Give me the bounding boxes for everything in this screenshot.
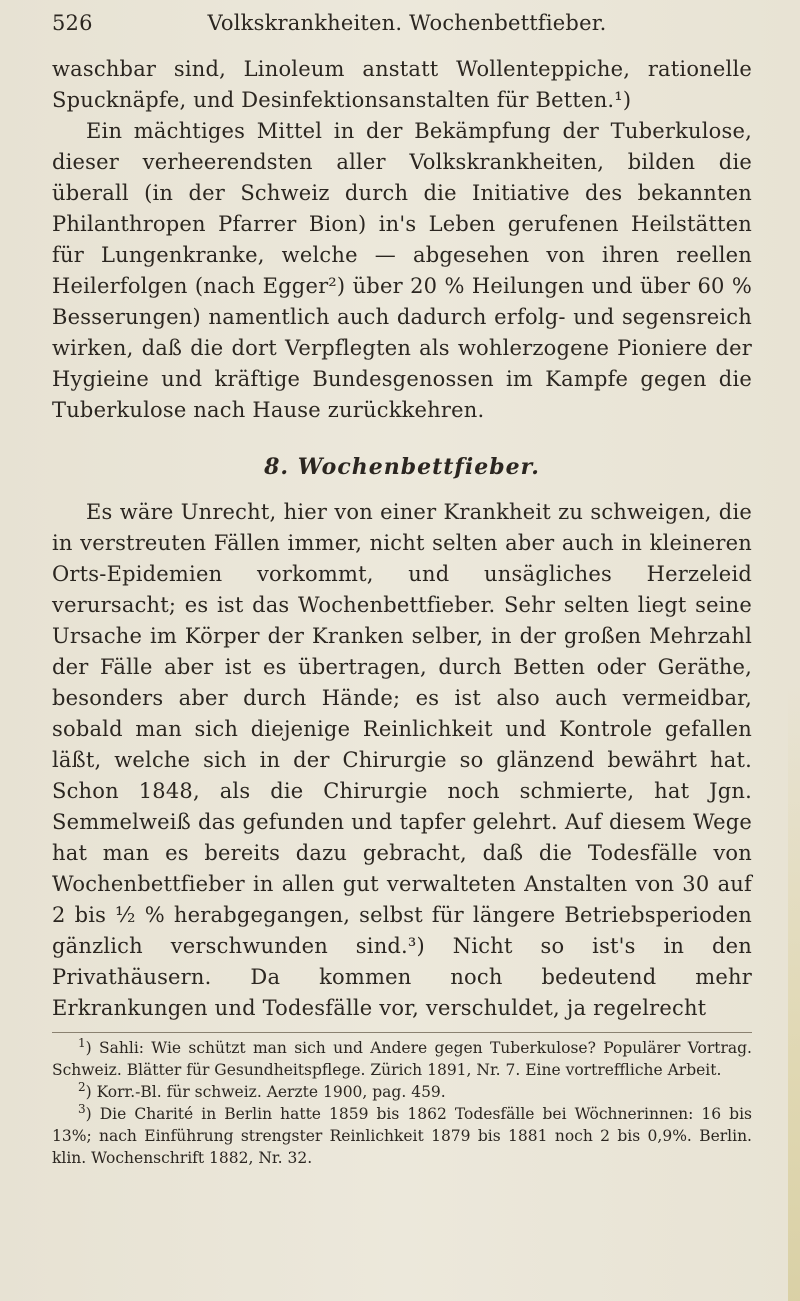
running-head	[52, 8, 752, 38]
paragraph-heilstaetten: Ein mächtiges Mittel in der Bekämpfung der Tuberkulose, dieser verheerendsten aller Volkskrankheiten, bilden die überall (in der Schweiz durch die Initiative des bekannten Philanthropen Pfarrer Bion) in's Leben gerufenen Heilstätten für Lungenkranke, welche — abgesehen von ihren reellen Heilerfolgen (nach Egger²) über 20 % Heilungen und über 60 % Besserungen) namentlich auch dadurch erfolg- und segensreich wirken, daß die dort Verpflegten als wohlerzogene Pioniere der Hygieine und kräftige Bundesgenossen im Kampfe gegen die Tuberkulose nach Hause zurückkehren.	[52, 119, 752, 422]
footnote-mark: 1	[78, 1035, 86, 1050]
paragraph-continuation: waschbar sind, Linoleum anstatt Wollenteppiche, rationelle Spucknäpfe, und Desinfektionsanstalten für Betten.¹)	[52, 57, 752, 112]
footnote-mark: 2	[78, 1079, 86, 1094]
footnote-mark: 3	[78, 1101, 86, 1116]
page-number: 526	[52, 11, 93, 35]
section-heading: 8. Wochenbettfieber.	[264, 454, 540, 480]
paragraph-wochenbettfieber: Es wäre Unrecht, hier von einer Krankheit zu schweigen, die in verstreuten Fällen immer, nicht selten aber auch in kleineren Orts-Epidemien vorkommt, und unsägliches Herzeleid verursacht; es ist das Wochenbettfieber. Sehr selten liegt seine Ursache im Körper der Kranken selber, in der großen Mehrzahl der Fälle aber ist es übertragen, durch Betten oder Geräthe, besonders aber durch Hände; es ist also auch vermeidbar, sobald man sich diejenige Reinlichkeit und Kontrole gefallen läßt, welche sich in der Chirurgie so glänzend bewährt hat. Schon 1848, als die Chirurgie noch schmierte, hat Jgn. Semmelweiß das gefunden und tapfer gelehrt. Auf diesem Wege hat man es bereits dazu gebracht, daß die Todesfälle von Wochenbettfieber in allen gut verwalteten Anstalten von 30 auf 2 bis ½ % herabgegangen, selbst für längere Betriebsperioden gänzlich verschwunden sind.³) Nicht so ist's in den Privathäusern. Da kommen noch bedeutend mehr Erkrankungen und Todesfälle vor, verschuldet, ja regelrecht	[52, 500, 752, 1020]
footnotes	[52, 1032, 752, 1169]
page-edge-stain	[788, 681, 800, 1301]
footnote-text: Korr.-Bl. für schweiz. Aerzte 1900, pag. 459.	[96, 1083, 446, 1101]
footnote-text: Die Charité in Berlin hatte 1859 bis 1862 Todesfälle bei Wöchnerinnen: 16 bis 13%; nach Einführung strengster Reinlichkeit 1879 bis 1881 noch 2 bis 0,9%. Berlin. klin. Wochenschrift 1882, Nr. 32.	[52, 1105, 752, 1167]
footnote-text: Sahli: Wie schützt man sich und Andere gegen Tuberkulose? Populärer Vortrag. Schweiz. Blätter für Gesundheitspflege. Zürich 1891, Nr. 7. Eine vortreffliche Arbeit.	[52, 1039, 752, 1079]
footnote: $^3$) Die Charité in Berlin hatte 1859 bis 1862 Todesfälle bei Wöchnerinnen: 16 bis 13%; nach Einführung strengster Reinlichkeit 1879 bis 1881 noch 2 bis 0,9%. Berlin. klin. Wochenschrift 1882, Nr. 32.	[52, 1101, 752, 1167]
footnote: $^1$) Sahli: Wie schützt man sich und Andere gegen Tuberkulose? Populärer Vortrag. Schweiz. Blätter für Gesundheitspflege. Zürich 1891, Nr. 7. Eine vortreffliche Arbeit.	[52, 1035, 752, 1079]
footnote: $^2$) Korr.-Bl. für schweiz. Aerzte 1900, pag. 459.	[78, 1079, 446, 1101]
body-text	[52, 54, 752, 1024]
running-title: Volkskrankheiten. Wochenbettfieber.	[207, 11, 607, 35]
